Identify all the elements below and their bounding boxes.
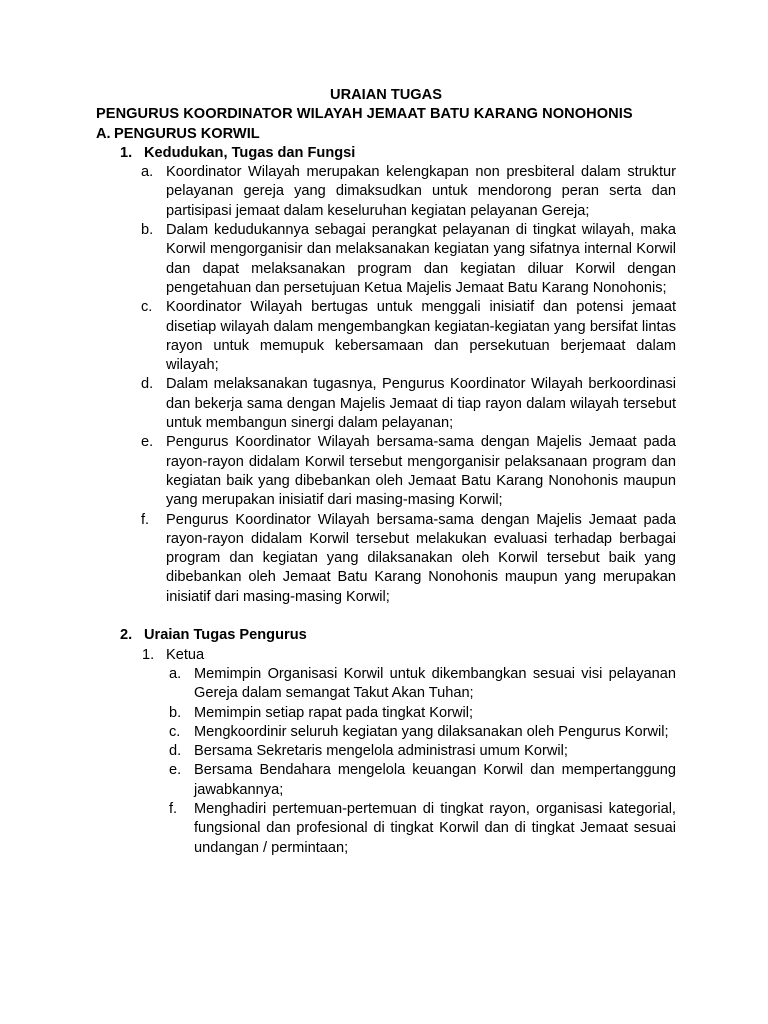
list-item-text: Dalam kedudukannya sebagai perangkat pelayanan di tingkat wilayah, maka Korwil mengorganisir dan melaksanakan kegiatan yang sifatnya internal Korwil dan dapat melaksanakan program dan kegiatan diluar Korwil dengan pengetahuan dan persetujuan Ketua Majelis Jemaat Batu Karang Nonohonis; [166, 222, 676, 296]
part-1-marker: 1. [120, 144, 133, 161]
list-item-text: Koordinator Wilayah bertugas untuk menggali inisiatif dan potensi jemaat disetiap wilayah dalam mengembangkan kegiatan-kegiatan yang bersifat lintas rayon untuk memupuk kebersamaan dan persekutuan berjemaat dalam wilayah; [166, 299, 676, 374]
list-item-text: Memimpin setiap rapat pada tingkat Korwil; [194, 704, 474, 721]
list-item-marker: c. [141, 299, 153, 316]
part-1-heading [96, 144, 676, 163]
list-item-marker: a. [169, 665, 182, 682]
list-item [96, 511, 676, 607]
list-item [96, 375, 676, 433]
section-a-heading [96, 125, 676, 144]
list-item [96, 723, 676, 742]
list-item-text: Pengurus Koordinator Wilayah bersama-sama dengan Majelis Jemaat pada rayon-rayon didalam Korwil tersebut mengorganisir pelaksanaan program dan kegiatan baik yang dibebankan oleh Jemaat Batu Karang Nonohonis maupun yang merupakan inisiatif dari masing-masing Korwil; [166, 434, 676, 509]
role-label: Ketua [166, 646, 205, 663]
list-item [96, 221, 676, 298]
list-item-text: Bersama Sekretaris mengelola administrasi umum Korwil; [194, 743, 568, 760]
list-item-marker: f. [141, 511, 150, 528]
section-a-marker: A. [96, 125, 111, 142]
list-item-text: Koordinator Wilayah merupakan kelengkapan non presbiteral dalam struktur pelayanan gereja yang dimaksudkan untuk mendorong peran serta dan partisipasi jemaat dalam keseluruhan kegiatan pelayanan Gereja; [166, 164, 676, 219]
document-title: URAIAN TUGAS [330, 87, 442, 103]
list-item-marker: d. [141, 376, 154, 393]
list-item-marker: f. [169, 800, 178, 817]
list-item-marker: e. [169, 762, 182, 779]
list-item-text: Memimpin Organisasi Korwil untuk dikembangkan sesuai visi pelayanan Gereja dalam semangat Takut Akan Tuhan; [194, 665, 676, 702]
list-item [96, 800, 676, 858]
list-item-text: Bersama Bendahara mengelola keuangan Korwil dan mempertanggung jawabkannya; [194, 762, 676, 798]
part-1-label: Kedudukan, Tugas dan Fungsi [144, 144, 356, 161]
document-page [96, 86, 676, 858]
list-item [96, 742, 676, 761]
list-item-marker: b. [169, 704, 182, 721]
list-item-marker: d. [169, 743, 182, 760]
list-item [96, 665, 676, 704]
list-item [96, 433, 676, 510]
list-item-text: Pengurus Koordinator Wilayah bersama-sama dengan Majelis Jemaat pada rayon-rayon didalam Korwil tersebut melakukan evaluasi terhadap berbagai program dan kegiatan yang dilaksanakan oleh Korwil tersebut baik yang dibebankan oleh Jemaat Batu Karang Nonohonis maupun yang merupakan inisiatif dari masing-masing Korwil; [166, 511, 676, 605]
part-2-heading [96, 626, 676, 645]
role-marker: 1. [142, 646, 155, 663]
part-2-marker: 2. [120, 627, 133, 644]
role-ketua-heading [96, 646, 676, 665]
section-a-label: PENGURUS KORWIL [114, 125, 260, 142]
list-item-text: Menghadiri pertemuan-pertemuan di tingkat rayon, organisasi kategorial, fungsional dan profesional di tingkat Korwil dan di tingkat Jemaat sesuai undangan / permintaan; [194, 800, 676, 856]
list-item [96, 298, 676, 375]
document-subtitle: PENGURUS KOORDINATOR WILAYAH JEMAAT BATU KARANG NONOHONIS [96, 106, 633, 123]
list-item-marker: e. [141, 434, 154, 451]
list-item-marker: a. [141, 164, 154, 181]
list-item-text: Mengkoordinir seluruh kegiatan yang dilaksanakan oleh Pengurus Korwil; [194, 723, 669, 740]
list-item-marker: b. [141, 222, 154, 239]
list-item-marker: c. [169, 723, 181, 740]
list-item-text: Dalam melaksanakan tugasnya, Pengurus Koordinator Wilayah berkoordinasi dan bekerja sama dengan Majelis Jemaat di tiap rayon dalam wilayah tersebut untuk membangun sinergi dalam pelayanan; [166, 376, 676, 432]
part-1-list [96, 163, 676, 607]
ketua-duties-list [96, 665, 676, 858]
list-item [96, 761, 676, 800]
part-2-label: Uraian Tugas Pengurus [144, 627, 307, 644]
list-item [96, 704, 676, 723]
list-item [96, 163, 676, 221]
